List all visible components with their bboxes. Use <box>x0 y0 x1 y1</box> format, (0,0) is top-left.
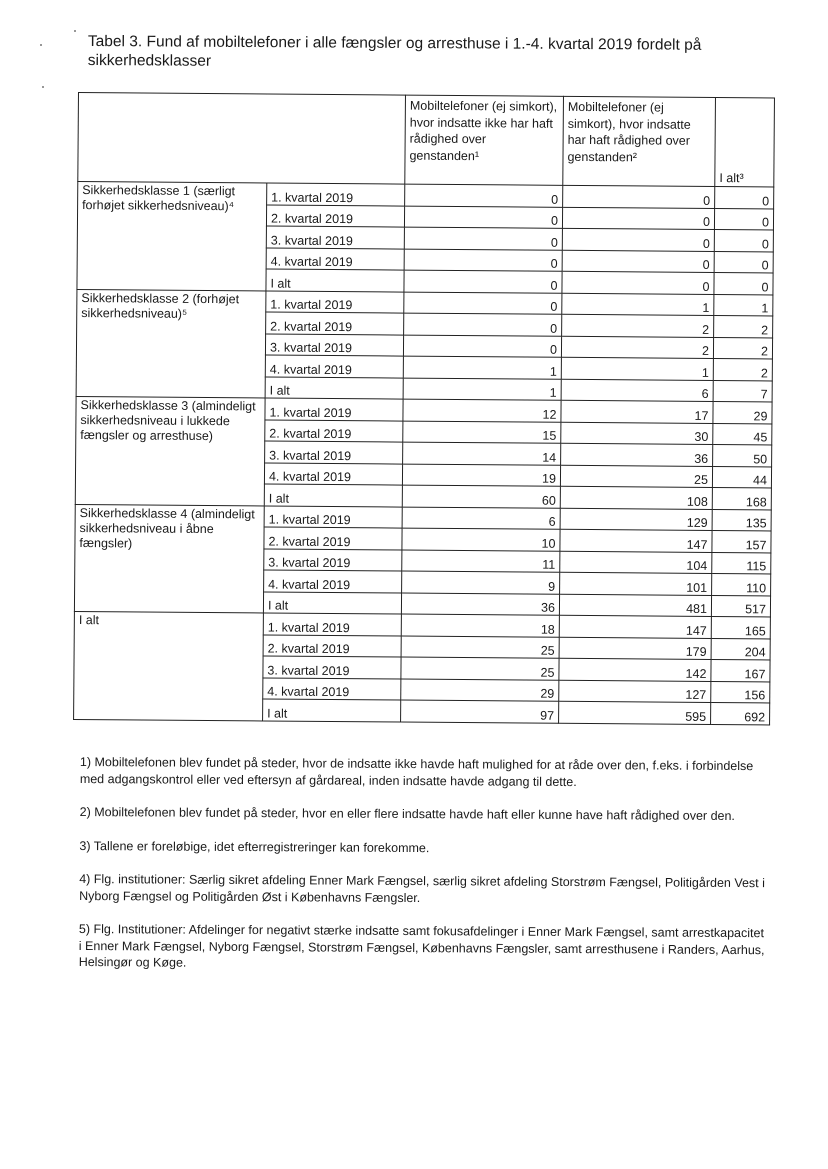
value-available-cell: 2 <box>561 336 713 359</box>
value-total-cell: 115 <box>712 552 771 574</box>
header-col-not-available: Mobiltelefoner (ej simkort), hvor indsatte ikke har haft rådighed over genstanden¹ <box>405 95 564 185</box>
value-available-cell: 127 <box>559 680 711 703</box>
period-cell: 1. kvartal 2019 <box>266 290 404 313</box>
value-total-cell: 204 <box>711 638 770 660</box>
value-total-cell: 2 <box>713 337 772 359</box>
table-row <box>77 289 773 316</box>
value-not-available-cell: 1 <box>403 356 561 379</box>
value-available-cell: 595 <box>559 701 711 724</box>
value-not-available-cell: 15 <box>403 421 561 444</box>
period-cell: 4. kvartal 2019 <box>263 677 401 700</box>
table-row <box>76 396 772 423</box>
value-total-cell: 165 <box>711 616 770 638</box>
value-total-cell: 45 <box>713 423 772 445</box>
table-row <box>78 182 774 209</box>
period-cell: 3. kvartal 2019 <box>263 656 401 679</box>
footnote: 4) Flg. institutioner: Særlig sikret afdeling Enner Mark Fængsel, særlig sikret afdeling Storstrøm Fængsel, Politigården Vest i Nyborg Fængsel og Politigården Øst i Københavns Fængsler. <box>79 871 765 905</box>
header-col-available: Mobiltelefoner (ej simkort), hvor indsatte har haft rådighed over genstanden² <box>563 96 716 186</box>
value-not-available-cell: 97 <box>401 700 559 723</box>
value-total-cell: 50 <box>713 444 772 466</box>
value-not-available-cell: 29 <box>401 679 559 702</box>
value-not-available-cell: 0 <box>404 227 562 250</box>
value-not-available-cell: 36 <box>401 593 559 616</box>
value-total-cell: 0 <box>714 230 773 252</box>
value-not-available-cell: 10 <box>402 528 560 551</box>
value-not-available-cell: 25 <box>401 636 559 659</box>
value-total-cell: 0 <box>714 208 773 230</box>
group-label: Sikkerhedsklasse 2 (forhøjet sikkerhedsniveau)⁵ <box>76 289 266 398</box>
value-total-cell: 110 <box>712 573 771 595</box>
value-available-cell: 6 <box>561 379 713 402</box>
period-cell: 3. kvartal 2019 <box>265 441 403 464</box>
page-title: Tabel 3. Fund af mobiltelefoner i alle fængsler og arresthuse i 1.-4. kvartal 2019 fordelt på sikkerhedsklasser <box>87 32 702 70</box>
table-row <box>74 611 770 638</box>
value-total-cell: 156 <box>711 681 770 703</box>
value-available-cell: 1 <box>562 293 714 316</box>
scan-speck <box>42 86 44 88</box>
value-total-cell: 2 <box>713 358 772 380</box>
value-total-cell: 135 <box>712 509 771 531</box>
value-available-cell: 0 <box>562 207 714 230</box>
value-not-available-cell: 18 <box>401 614 559 637</box>
value-not-available-cell: 0 <box>404 292 562 315</box>
scan-speck <box>74 30 76 32</box>
value-available-cell: 2 <box>562 314 714 337</box>
value-total-cell: 157 <box>712 530 771 552</box>
header-col-total: I alt³ <box>715 98 775 187</box>
value-total-cell: 517 <box>711 595 770 617</box>
period-cell: 2. kvartal 2019 <box>264 527 402 550</box>
value-available-cell: 179 <box>559 637 711 660</box>
value-total-cell: 1 <box>714 294 773 316</box>
value-available-cell: 481 <box>559 594 711 617</box>
value-available-cell: 0 <box>562 228 714 251</box>
group-label: Sikkerhedsklasse 3 (almindeligt sikkerhedsniveau i lukkede fængsler og arresthuse) <box>75 396 265 505</box>
header-row <box>78 93 775 187</box>
footnote: 2) Mobiltelefonen blev fundet på steder, hvor en eller flere indsatte havde haft eller kunne have haft rådighed over den. <box>79 804 735 824</box>
value-available-cell: 129 <box>560 508 712 531</box>
period-cell: I alt <box>266 269 404 292</box>
value-available-cell: 147 <box>559 615 711 638</box>
period-cell: 4. kvartal 2019 <box>264 570 402 593</box>
value-not-available-cell: 9 <box>402 571 560 594</box>
value-not-available-cell: 0 <box>404 313 562 336</box>
period-cell: 4. kvartal 2019 <box>266 247 404 270</box>
table-row <box>75 504 771 531</box>
value-available-cell: 17 <box>561 400 713 423</box>
value-not-available-cell: 25 <box>401 657 559 680</box>
value-total-cell: 2 <box>714 316 773 338</box>
value-not-available-cell: 14 <box>403 442 561 465</box>
value-total-cell: 0 <box>715 187 774 209</box>
period-cell: I alt <box>265 376 403 399</box>
period-cell: 2. kvartal 2019 <box>266 312 404 335</box>
value-not-available-cell: 0 <box>403 335 561 358</box>
value-total-cell: 7 <box>713 380 772 402</box>
scan-speck <box>40 44 42 46</box>
value-available-cell: 101 <box>560 572 712 595</box>
value-not-available-cell: 1 <box>403 378 561 401</box>
footnote: 5) Flg. Institutioner: Afdelinger for negativt stærke indsatte samt fokusafdelinger i Enner Mark Fængsel, samt arrestkapacitet i Enner Mark Fængsel, Nyborg Fængsel, Storstrøm Fængsel, Københavns Fængsler, samt arresthusene i Randers, Aarhus, Helsingør og Køge. <box>78 921 765 970</box>
value-not-available-cell: 60 <box>402 485 560 508</box>
value-total-cell: 0 <box>714 251 773 273</box>
data-table <box>73 92 775 725</box>
value-not-available-cell: 12 <box>403 399 561 422</box>
period-cell: 3. kvartal 2019 <box>264 548 402 571</box>
value-total-cell: 692 <box>711 702 770 724</box>
value-not-available-cell: 11 <box>402 550 560 573</box>
value-available-cell: 0 <box>562 250 714 273</box>
period-cell: 1. kvartal 2019 <box>263 613 401 636</box>
period-cell: I alt <box>263 699 401 722</box>
value-not-available-cell: 0 <box>404 206 562 229</box>
group-label: Sikkerhedsklasse 4 (almindeligt sikkerhedsniveau i åbne fængsler) <box>74 504 264 613</box>
period-cell: I alt <box>264 484 402 507</box>
data-table-container <box>73 92 774 725</box>
value-available-cell: 147 <box>560 529 712 552</box>
period-cell: 2. kvartal 2019 <box>265 419 403 442</box>
period-cell: 2. kvartal 2019 <box>263 634 401 657</box>
period-cell: 1. kvartal 2019 <box>267 183 405 206</box>
value-available-cell: 0 <box>563 185 715 208</box>
value-not-available-cell: 0 <box>404 249 562 272</box>
period-cell: 4. kvartal 2019 <box>264 462 402 485</box>
value-not-available-cell: 0 <box>404 270 562 293</box>
value-not-available-cell: 6 <box>402 507 560 530</box>
period-cell: 1. kvartal 2019 <box>264 505 402 528</box>
value-available-cell: 104 <box>560 551 712 574</box>
period-cell: 3. kvartal 2019 <box>265 333 403 356</box>
value-available-cell: 25 <box>560 465 712 488</box>
group-label: Sikkerhedsklasse 1 (særligt forhøjet sikkerhedsniveau)⁴ <box>77 182 267 291</box>
value-available-cell: 0 <box>562 271 714 294</box>
period-cell: 2. kvartal 2019 <box>266 204 404 227</box>
footnotes <box>79 754 770 992</box>
value-total-cell: 0 <box>714 273 773 295</box>
value-available-cell: 30 <box>561 422 713 445</box>
footnote: 1) Mobiltelefonen blev fundet på steder, hvor de indsatte ikke havde haft mulighed for at råde over den, f.eks. i forbindelse med adgangskontrol eller ved eftersyn af gårdareal, inden indsatte havde adgang til dette. <box>79 755 754 789</box>
group-label: I alt <box>74 611 264 720</box>
value-total-cell: 168 <box>712 487 771 509</box>
value-available-cell: 142 <box>559 658 711 681</box>
value-total-cell: 44 <box>712 466 771 488</box>
period-cell: I alt <box>263 591 401 614</box>
value-available-cell: 36 <box>561 443 713 466</box>
value-available-cell: 108 <box>560 486 712 509</box>
period-cell: 1. kvartal 2019 <box>265 398 403 421</box>
value-total-cell: 167 <box>711 659 770 681</box>
period-cell: 3. kvartal 2019 <box>266 226 404 249</box>
value-not-available-cell: 0 <box>405 184 563 207</box>
footnote: 3) Tallene er foreløbige, idet efterregistreringer kan forekomme. <box>79 838 430 855</box>
header-blank-cell <box>78 93 406 185</box>
value-not-available-cell: 19 <box>402 464 560 487</box>
value-available-cell: 1 <box>561 357 713 380</box>
period-cell: 4. kvartal 2019 <box>265 355 403 378</box>
value-total-cell: 29 <box>713 401 772 423</box>
